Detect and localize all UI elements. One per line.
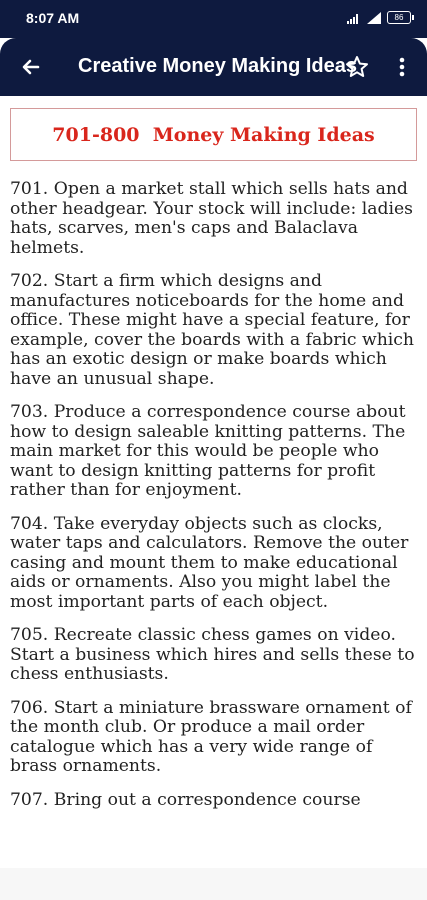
idea-item: 702. Start a firm which designs and manufactures noticeboards for the home and office. These might have a special feature, for example, cover the boards with a fabric which has an exotic design or make boards which have an unusual shape. [10, 271, 414, 389]
article-content[interactable] [0, 96, 427, 868]
status-bar [0, 0, 427, 38]
status-icons [347, 11, 411, 24]
section-heading: 701-800 Money Making Ideas [52, 123, 375, 146]
status-time: 8:07 AM [26, 10, 80, 26]
system-nav-bar [0, 868, 427, 900]
arrow-back-icon[interactable] [18, 54, 44, 80]
wifi-signal-icon [347, 12, 361, 24]
idea-item: 701. Open a market stall which sells hats and other headgear. Your stock will include: ladies hats, scarves, men's caps and Balaclava helmets. [10, 179, 413, 258]
battery-icon [387, 11, 411, 24]
idea-item: 703. Produce a correspondence course about how to design saleable knitting patterns. The main market for this would be people who want to design knitting patterns for profit rather than for enjoyment. [10, 402, 406, 500]
ideas-list [10, 180, 422, 824]
star-outline-icon[interactable] [344, 54, 370, 80]
idea-item: 706. Start a miniature brassware ornament of the month club. Or produce a mail order catalogue which has a very wide range of brass ornaments. [10, 697, 412, 776]
app-bar [0, 38, 427, 96]
section-heading-box [10, 108, 417, 161]
idea-item: 707. Bring out a correspondence course [10, 789, 361, 810]
idea-item: 705. Recreate classic chess games on video. Start a business which hires and sells these to chess enthusiasts. [10, 625, 415, 684]
more-vert-icon[interactable] [392, 54, 412, 80]
battery-level: 86 [394, 13, 404, 22]
cell-signal-icon [367, 12, 381, 24]
app-title: Creative Money Making Ideas [78, 55, 357, 77]
idea-item: 704. Take everyday objects such as clocks, water taps and calculators. Remove the outer casing and mount them to make educational aids or ornaments. Also you might label the most important parts of each object. [10, 513, 409, 612]
